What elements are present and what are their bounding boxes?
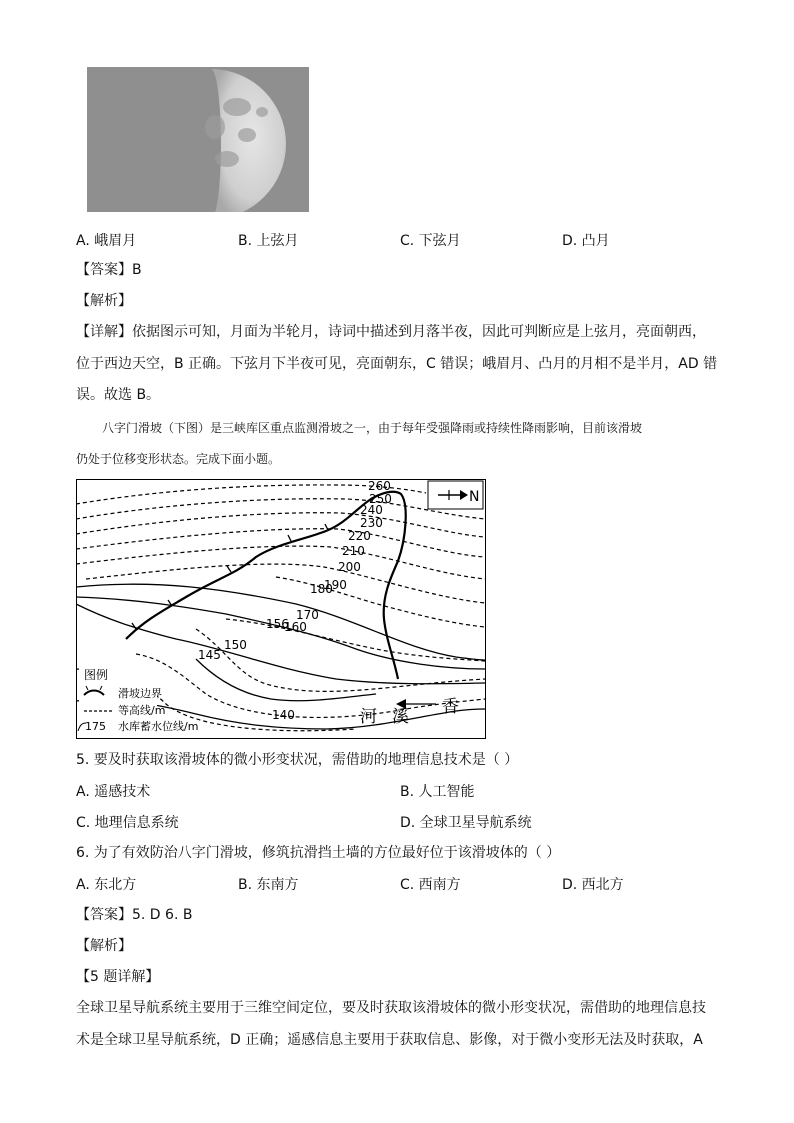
option-a: A. 峨眉月 <box>76 233 137 249</box>
contour-label: 200 <box>338 560 361 574</box>
contour-label: 250 <box>369 492 392 506</box>
contour-label: 220 <box>348 529 371 543</box>
north-label: N <box>469 489 480 505</box>
question-6-stem: 6. 为了有效防治八字门滑坡，修筑抗滑挡土墙的方位最好位于该滑坡体的（ ） <box>76 845 561 861</box>
answer-label-56: 【答案】5. D 6. B <box>76 907 193 923</box>
legend-item-boundary: 滑坡边界 <box>118 687 162 700</box>
analysis-label: 【解析】 <box>76 293 132 309</box>
q6-option-b: B. 东南方 <box>238 877 299 893</box>
detail-5-title: 【5 题详解】 <box>76 969 160 985</box>
q5-option-a: A. 遥感技术 <box>76 784 151 800</box>
detail-line: 【详解】依据图示可知，月面为半轮月，诗词中描述到月落半夜，因此可判断应是上弦月，亮面朝西， <box>76 324 706 340</box>
contour-label: 260 <box>368 479 391 493</box>
detail-line: 位于西边天空，B 正确。下弦月下半夜可见，亮面朝东，C 错误；峨眉月、凸月的月相不是半月，AD 错 <box>76 356 718 372</box>
contour-label: 180 <box>310 582 333 596</box>
contour-label: 230 <box>360 516 383 530</box>
contour-label: 210 <box>342 544 365 558</box>
q6-option-a: A. 东北方 <box>76 877 137 893</box>
river-label: 溪 <box>392 707 409 727</box>
option-c: C. 下弦月 <box>400 233 461 249</box>
q6-option-d: D. 西北方 <box>562 877 624 893</box>
passage-line: 仍处于位移变形状态。完成下面小题。 <box>76 452 281 466</box>
q5-option-c: C. 地理信息系统 <box>76 815 179 831</box>
legend-item-reservoir: 水库蓄水位线/m <box>118 720 199 733</box>
q6-option-c: C. 西南方 <box>400 877 461 893</box>
detail-5-line: 全球卫星导航系统主要用于三维空间定位，要及时获取该滑坡体的微小形变状况，需借助的地理信息技 <box>76 1000 706 1016</box>
answer-label: 【答案】B <box>76 262 142 278</box>
contour-label: 240 <box>360 503 383 517</box>
legend-item-contour: 等高线/m <box>118 704 166 717</box>
passage-line: 八字门滑坡（下图）是三峡库区重点监测滑坡之一，由于每年受强降雨或持续性降雨影响，目前该滑坡 <box>102 421 643 435</box>
river-label: 香 <box>442 697 459 717</box>
detail-5-line: 术是全球卫星导航系统，D 正确；遥感信息主要用于获取信息、影像，对于微小变形无法及时获取，A <box>76 1032 703 1048</box>
contour-label: 160 <box>284 620 307 634</box>
contour-label: 150 <box>224 638 247 652</box>
q5-option-b: B. 人工智能 <box>400 784 475 800</box>
question-5-stem: 5. 要及时获取该滑坡体的微小形变状况，需借助的地理信息技术是（ ） <box>76 752 519 768</box>
contour-label: 145 <box>198 648 221 662</box>
option-b: B. 上弦月 <box>238 233 299 249</box>
contour-label: 140 <box>272 708 295 722</box>
landslide-contour-map <box>76 479 486 739</box>
contour-label: 190 <box>324 578 347 592</box>
detail-line: 误。故选 B。 <box>76 387 161 403</box>
river-label: 河 <box>360 707 377 727</box>
moon-photo <box>87 67 309 212</box>
option-d: D. 凸月 <box>562 233 610 249</box>
q5-option-d: D. 全球卫星导航系统 <box>400 815 532 831</box>
analysis-label-2: 【解析】 <box>76 938 132 954</box>
contour-label: 170 <box>296 608 319 622</box>
legend-title: 图例 <box>84 668 109 682</box>
legend-value: 175 <box>85 720 106 733</box>
contour-label: 156 <box>266 617 289 631</box>
